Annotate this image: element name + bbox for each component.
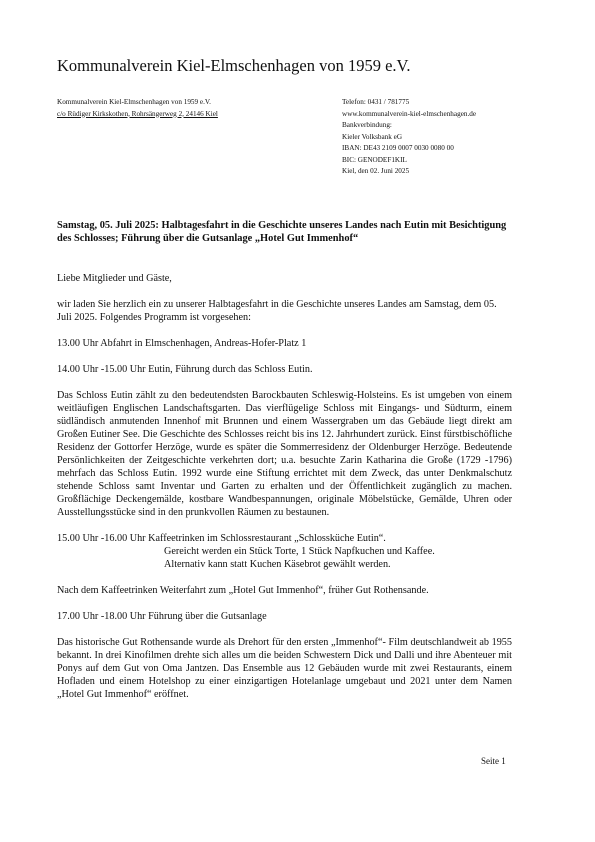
program-item: 13.00 Uhr Abfahrt in Elmschenhagen, Andreas-Hofer-Platz 1 bbox=[57, 338, 307, 349]
website: www.kommunalverein-kiel-elmschenhagen.de bbox=[342, 109, 477, 118]
program-item: 14.00 Uhr -15.00 Uhr Eutin, Führung durch das Schloss Eutin. bbox=[57, 364, 313, 375]
sender-address bbox=[57, 97, 218, 120]
sender-line: c/o Rüdiger Kirkskothen, Rohrsängerweg 2, 24146 Kiel bbox=[57, 109, 218, 118]
bank-label: Bankverbindung: bbox=[342, 121, 392, 129]
program-item: 15.00 Uhr -16.00 Uhr Kaffeetrinken im Schlossrestaurant „Schlossküche Eutin“. bbox=[57, 533, 386, 544]
phone-number: Telefon: 0431 / 781775 bbox=[342, 98, 410, 106]
intro-paragraph: wir laden Sie herzlich ein zu unserer Halbtagesfahrt in die Geschichte unseres Landes am Samstag, dem 05. Juli 2025. Folgendes Programm ist vorgesehen: bbox=[57, 299, 497, 323]
letter-body bbox=[57, 272, 512, 714]
contact-block bbox=[342, 97, 476, 178]
subject-line: Samstag, 05. Juli 2025: Halbtagesfahrt in die Geschichte unseres Landes nach Eutin mit Besichtigung des Schlosses; Führung über die Gutsanlage „Hotel Gut Immenhof“ bbox=[57, 220, 507, 244]
schloss-paragraph: Das Schloss Eutin zählt zu den bedeutendsten Barockbauten Schleswig-Holsteins. Es ist umgeben von einem weitläufigen Englischen Landschaftsgarten. Das vierflügelige Schloss mit Eingangs- und Südturm, einem südländisch anmutenden Innenhof mit Brunnen und einem Wassergraben um das Gebäude liegt direkt am Großen Eutiner See. Die Geschichte des Schlosses reicht bis ins 12. Jahrhundert zurück. Einst fürstbischöfliche Residenz der Gottorfer Herzöge, wurde es später die Sommerresidenz der Oldenburger Herzöge. Bedeutende Persönlichkeiten der Zeitgeschichte verkehrten dort; u.a. besuchte Zarin Katharina die Große (1729 -1796) mehrfach das Schloss Eutin. 1992 wurde eine Stiftung errichtet mit dem Zweck, das unter Denkmalschutz stehende Schloss samt Inventar und Garten zu erhalten und der Öffentlichkeit zugänglich zu machen. Großflächige Deckengemälde, kostbare Wandbespannungen, originale Möbelstücke, Gemälde, Uhren oder Ausstellungsstücke sind in den prunkvollen Räumen zu bestaunen. bbox=[57, 390, 512, 518]
greeting: Liebe Mitglieder und Gäste, bbox=[57, 273, 172, 284]
bank-name: Kieler Volksbank eG bbox=[342, 132, 403, 141]
coffee-block bbox=[57, 532, 512, 571]
letter-date: Kiel, den 02. Juni 2025 bbox=[342, 167, 410, 175]
program-item: 17.00 Uhr -18.00 Uhr Führung über die Gutsanlage bbox=[57, 611, 267, 622]
sender-line: Kommunalverein Kiel-Elmschenhagen von 1959 e.V. bbox=[57, 98, 211, 106]
page-number: Seite 1 bbox=[481, 756, 506, 766]
bic: BIC: GENODEF1KIL bbox=[342, 155, 407, 164]
program-item-detail: Alternativ kann statt Kuchen Käsebrot gewählt werden. bbox=[164, 559, 391, 570]
immenhof-paragraph: Das historische Gut Rothensande wurde als Drehort für den ersten „Immenhof“- Film deutschlandweit ab 1955 bekannt. In drei Kinofilmen drehte sich alles um die beiden Schwestern Dick und Dalli und ihre Abenteuer mit Ponys auf dem Gut von Oma Jantzen. Das Ensemble aus 12 Gebäuden wurde mit zwei Restaurants, einem Hofladen und einem Hotelshop zu einer einzigartigen Hotelanlage umgebaut und 2021 unter dem Namen „Hotel Gut Immenhof“ eröffnet. bbox=[57, 637, 512, 700]
iban: IBAN: DE43 2109 0007 0030 0080 00 bbox=[342, 144, 454, 152]
program-item-detail: Gereicht werden ein Stück Torte, 1 Stück Napfkuchen und Kaffee. bbox=[164, 546, 435, 557]
letterhead-title: Kommunalverein Kiel-Elmschenhagen von 1959 e.V. bbox=[57, 56, 411, 75]
transfer-note: Nach dem Kaffeetrinken Weiterfahrt zum „Hotel Gut Immenhof“, früher Gut Rothensande. bbox=[57, 585, 429, 596]
